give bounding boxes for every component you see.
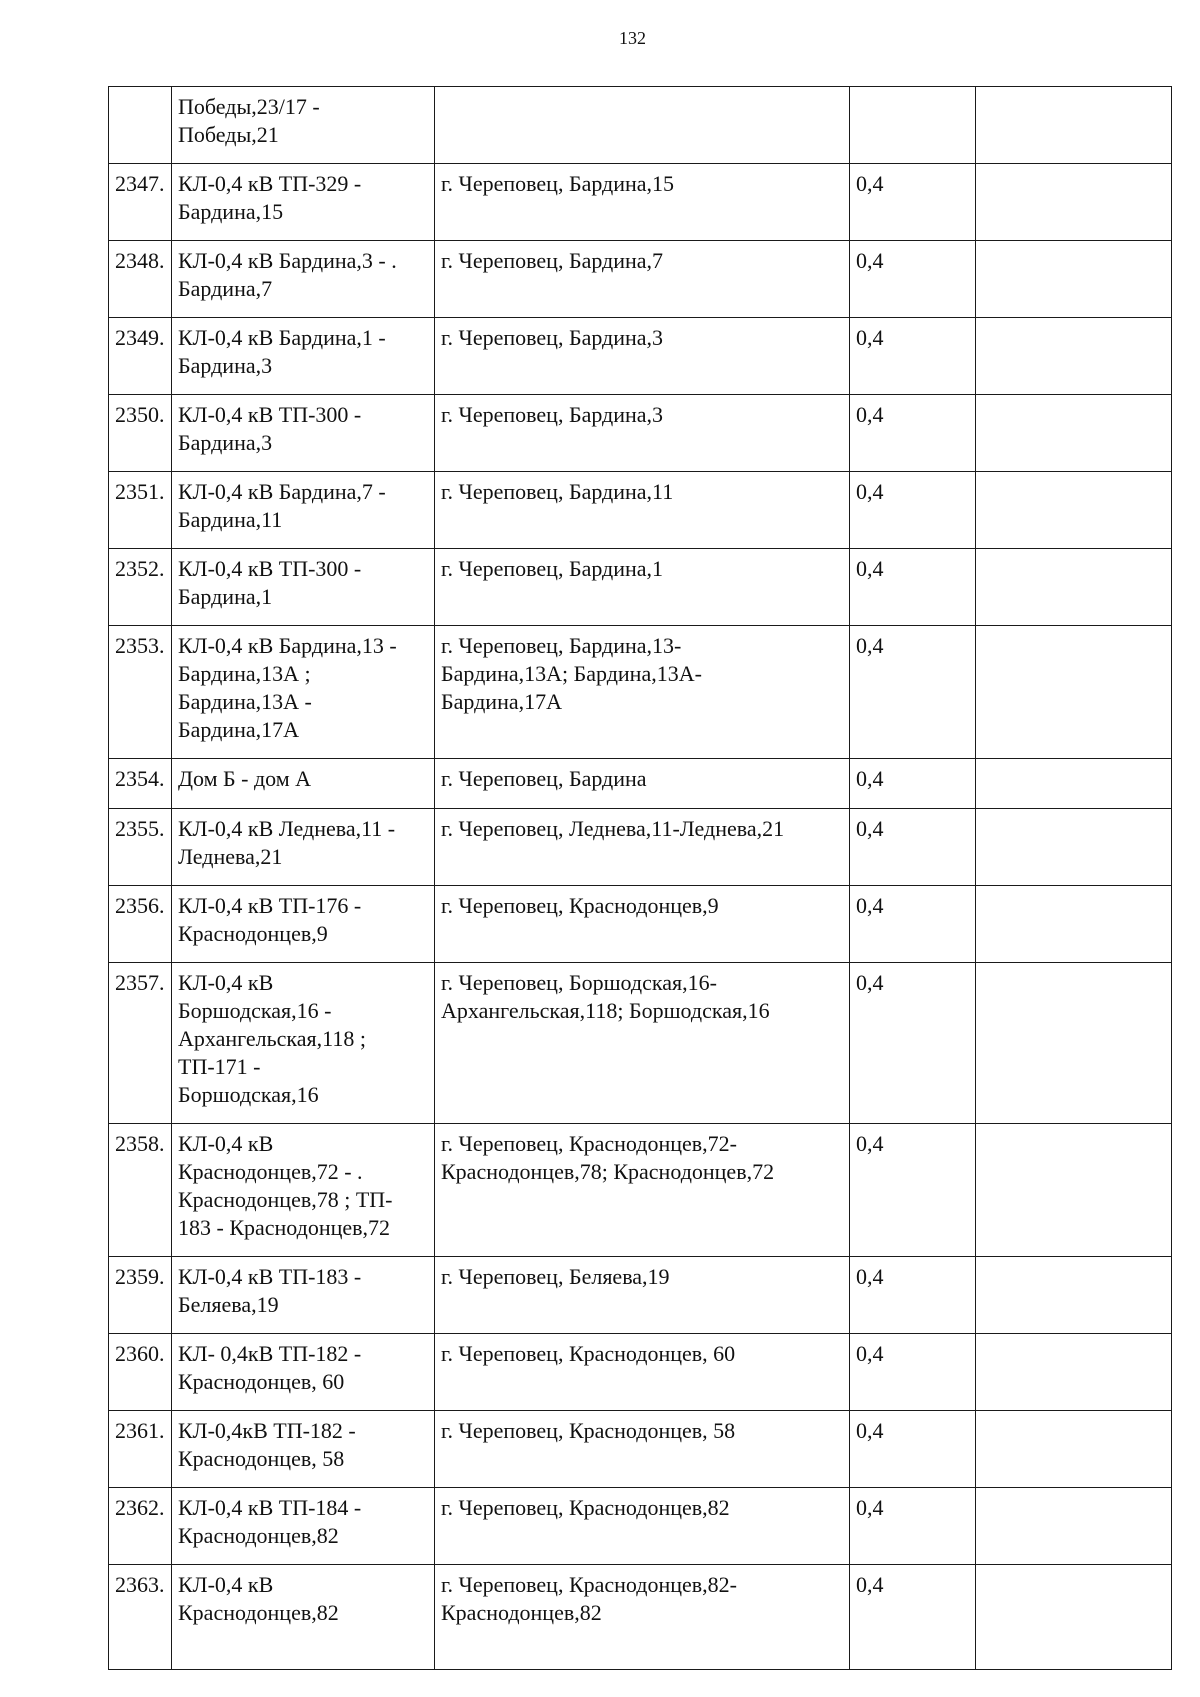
row-number-cell	[109, 87, 172, 164]
line-voltage: 0,4	[856, 402, 884, 427]
line-voltage-cell	[850, 1411, 976, 1488]
line-name: КЛ-0,4 кВ ТП-329 - Бардина,15	[178, 171, 362, 224]
line-address-cell	[435, 626, 850, 759]
line-note-cell	[976, 549, 1172, 626]
line-name: КЛ-0,4кВ ТП-182 - Краснодонцев, 58	[178, 1418, 356, 1471]
row-number: 2349.	[115, 325, 165, 350]
table-row	[109, 1124, 1172, 1257]
line-name: КЛ- 0,4кВ ТП-182 - Краснодонцев, 60	[178, 1341, 362, 1394]
table-row	[109, 626, 1172, 759]
row-number-cell	[109, 1124, 172, 1257]
line-address: г. Череповец, Краснодонцев,82- Краснодонцев,82	[441, 1572, 738, 1625]
line-note-cell	[976, 809, 1172, 886]
row-number-cell	[109, 549, 172, 626]
line-address: г. Череповец, Леднева,11-Леднева,21	[441, 816, 785, 841]
line-name-cell	[172, 549, 435, 626]
line-address-cell	[435, 886, 850, 963]
row-number-cell	[109, 1257, 172, 1334]
row-number: 2353.	[115, 633, 165, 658]
table-row	[109, 1565, 1172, 1670]
row-number: 2356.	[115, 893, 165, 918]
row-number: 2354.	[115, 766, 165, 791]
line-voltage-cell	[850, 164, 976, 241]
line-address-cell	[435, 1124, 850, 1257]
table-row	[109, 809, 1172, 886]
table-row	[109, 395, 1172, 472]
table-row	[109, 241, 1172, 318]
line-voltage-cell	[850, 759, 976, 809]
line-note-cell	[976, 1257, 1172, 1334]
line-voltage: 0,4	[856, 248, 884, 273]
line-note-cell	[976, 241, 1172, 318]
row-number: 2359.	[115, 1264, 165, 1289]
line-voltage-cell	[850, 1488, 976, 1565]
line-address-cell	[435, 241, 850, 318]
row-number-cell	[109, 1565, 172, 1670]
line-voltage: 0,4	[856, 479, 884, 504]
line-name: КЛ-0,4 кВ ТП-300 - Бардина,1	[178, 556, 362, 609]
line-name-cell	[172, 1565, 435, 1670]
line-voltage: 0,4	[856, 1341, 884, 1366]
table-row	[109, 1257, 1172, 1334]
line-name: КЛ-0,4 кВ Бардина,1 - Бардина,3	[178, 325, 386, 378]
row-number-cell	[109, 886, 172, 963]
line-voltage-cell	[850, 1565, 976, 1670]
table-row	[109, 1411, 1172, 1488]
line-voltage-cell	[850, 963, 976, 1124]
row-number: 2360.	[115, 1341, 165, 1366]
line-address: г. Череповец, Бардина,11	[441, 479, 674, 504]
line-note-cell	[976, 1488, 1172, 1565]
line-address: г. Череповец, Краснодонцев, 60	[441, 1341, 736, 1366]
row-number: 2350.	[115, 402, 165, 427]
row-number: 2352.	[115, 556, 165, 581]
line-name-cell	[172, 241, 435, 318]
row-number-cell	[109, 241, 172, 318]
line-address: г. Череповец, Бардина,13- Бардина,13А; Бардина,13А- Бардина,17А	[441, 633, 702, 714]
line-note-cell	[976, 1565, 1172, 1670]
line-voltage: 0,4	[856, 1418, 884, 1443]
line-name-cell	[172, 759, 435, 809]
line-address: г. Череповец, Бардина,7	[441, 248, 664, 273]
line-address: г. Череповец, Беляева,19	[441, 1264, 670, 1289]
line-note-cell	[976, 963, 1172, 1124]
line-voltage: 0,4	[856, 556, 884, 581]
line-name: КЛ-0,4 кВ ТП-176 - Краснодонцев,9	[178, 893, 362, 946]
table-row	[109, 759, 1172, 809]
line-address: г. Череповец, Краснодонцев,72- Краснодонцев,78; Краснодонцев,72	[441, 1131, 775, 1184]
row-number-cell	[109, 1334, 172, 1411]
line-name-cell	[172, 809, 435, 886]
line-address: г. Череповец, Краснодонцев, 58	[441, 1418, 736, 1443]
line-name: КЛ-0,4 кВ Краснодонцев,82	[178, 1572, 339, 1625]
line-voltage: 0,4	[856, 1131, 884, 1156]
line-name: КЛ-0,4 кВ Краснодонцев,72 - . Краснодонцев,78 ; ТП- 183 - Краснодонцев,72	[178, 1131, 393, 1240]
row-number: 2355.	[115, 816, 165, 841]
line-note-cell	[976, 395, 1172, 472]
line-address-cell	[435, 1411, 850, 1488]
line-address-cell	[435, 472, 850, 549]
line-voltage-cell	[850, 809, 976, 886]
line-name: КЛ-0,4 кВ Боршодская,16 - Архангельская,118 ; ТП-171 - Боршодская,16	[178, 970, 366, 1107]
line-name: КЛ-0,4 кВ Бардина,13 - Бардина,13А ; Бардина,13А - Бардина,17А	[178, 633, 397, 742]
row-number: 2351.	[115, 479, 165, 504]
row-number: 2362.	[115, 1495, 165, 1520]
table-row	[109, 1334, 1172, 1411]
line-note-cell	[976, 1124, 1172, 1257]
line-voltage: 0,4	[856, 633, 884, 658]
line-name-cell	[172, 87, 435, 164]
line-name: КЛ-0,4 кВ Бардина,3 - . Бардина,7	[178, 248, 397, 301]
row-number-cell	[109, 759, 172, 809]
row-number-cell	[109, 626, 172, 759]
line-address-cell	[435, 318, 850, 395]
line-name: Победы,23/17 - Победы,21	[178, 94, 320, 147]
line-voltage-cell	[850, 395, 976, 472]
line-name: КЛ-0,4 кВ ТП-300 - Бардина,3	[178, 402, 362, 455]
line-voltage: 0,4	[856, 766, 884, 791]
line-address-cell	[435, 1257, 850, 1334]
table-row	[109, 87, 1172, 164]
line-name-cell	[172, 1124, 435, 1257]
line-name-cell	[172, 1334, 435, 1411]
table-row	[109, 886, 1172, 963]
line-name: КЛ-0,4 кВ ТП-184 - Краснодонцев,82	[178, 1495, 362, 1548]
row-number: 2363.	[115, 1572, 165, 1597]
line-name-cell	[172, 164, 435, 241]
line-name-cell	[172, 886, 435, 963]
line-address-cell	[435, 809, 850, 886]
row-number-cell	[109, 164, 172, 241]
row-number-cell	[109, 1488, 172, 1565]
row-number-cell	[109, 809, 172, 886]
table-body	[109, 87, 1172, 1670]
line-address-cell	[435, 1488, 850, 1565]
line-voltage-cell	[850, 886, 976, 963]
line-note-cell	[976, 759, 1172, 809]
line-address: г. Череповец, Бардина,1	[441, 556, 664, 581]
line-name-cell	[172, 626, 435, 759]
line-address-cell	[435, 87, 850, 164]
line-address: г. Череповец, Бардина,3	[441, 402, 664, 427]
line-address-cell	[435, 1334, 850, 1411]
line-voltage-cell	[850, 318, 976, 395]
row-number: 2347.	[115, 171, 165, 196]
line-address-cell	[435, 759, 850, 809]
table-row	[109, 318, 1172, 395]
row-number-cell	[109, 472, 172, 549]
line-voltage: 0,4	[856, 1495, 884, 1520]
row-number-cell	[109, 963, 172, 1124]
row-number-cell	[109, 1411, 172, 1488]
line-address: г. Череповец, Боршодская,16- Архангельская,118; Боршодская,16	[441, 970, 770, 1023]
line-address: г. Череповец, Краснодонцев,82	[441, 1495, 730, 1520]
line-name-cell	[172, 395, 435, 472]
line-voltage: 0,4	[856, 171, 884, 196]
line-address: г. Череповец, Бардина,3	[441, 325, 664, 350]
line-address-cell	[435, 395, 850, 472]
line-voltage-cell	[850, 472, 976, 549]
line-address-cell	[435, 164, 850, 241]
line-voltage-cell	[850, 549, 976, 626]
line-name-cell	[172, 963, 435, 1124]
line-note-cell	[976, 87, 1172, 164]
line-address-cell	[435, 1565, 850, 1670]
row-number: 2358.	[115, 1131, 165, 1156]
table-row	[109, 549, 1172, 626]
line-voltage-cell	[850, 241, 976, 318]
table-row	[109, 472, 1172, 549]
table-row	[109, 963, 1172, 1124]
line-voltage: 0,4	[856, 893, 884, 918]
line-voltage: 0,4	[856, 970, 884, 995]
line-note-cell	[976, 886, 1172, 963]
line-note-cell	[976, 1334, 1172, 1411]
line-voltage-cell	[850, 87, 976, 164]
line-voltage-cell	[850, 1257, 976, 1334]
line-name-cell	[172, 318, 435, 395]
line-note-cell	[976, 1411, 1172, 1488]
line-note-cell	[976, 318, 1172, 395]
row-number-cell	[109, 318, 172, 395]
row-number-cell	[109, 395, 172, 472]
table-row	[109, 1488, 1172, 1565]
line-note-cell	[976, 472, 1172, 549]
line-name: КЛ-0,4 кВ ТП-183 - Беляева,19	[178, 1264, 362, 1317]
line-name-cell	[172, 1257, 435, 1334]
row-number: 2357.	[115, 970, 165, 995]
line-voltage-cell	[850, 1124, 976, 1257]
line-name-cell	[172, 1488, 435, 1565]
line-name: Дом Б - дом А	[178, 766, 312, 791]
line-name: КЛ-0,4 кВ Леднева,11 - Леднева,21	[178, 816, 396, 869]
row-number: 2348.	[115, 248, 165, 273]
line-voltage: 0,4	[856, 1572, 884, 1597]
line-note-cell	[976, 626, 1172, 759]
row-number: 2361.	[115, 1418, 165, 1443]
line-address-cell	[435, 963, 850, 1124]
line-address-cell	[435, 549, 850, 626]
line-voltage: 0,4	[856, 816, 884, 841]
line-voltage-cell	[850, 626, 976, 759]
cable-lines-table	[108, 86, 1172, 1670]
table-row	[109, 164, 1172, 241]
line-voltage: 0,4	[856, 325, 884, 350]
line-name-cell	[172, 472, 435, 549]
line-address: г. Череповец, Краснодонцев,9	[441, 893, 719, 918]
line-voltage: 0,4	[856, 1264, 884, 1289]
line-voltage-cell	[850, 1334, 976, 1411]
line-note-cell	[976, 164, 1172, 241]
line-name-cell	[172, 1411, 435, 1488]
line-address: г. Череповец, Бардина	[441, 766, 647, 791]
line-name: КЛ-0,4 кВ Бардина,7 - Бардина,11	[178, 479, 386, 532]
page-number: 132	[619, 28, 646, 48]
line-address: г. Череповец, Бардина,15	[441, 171, 675, 196]
